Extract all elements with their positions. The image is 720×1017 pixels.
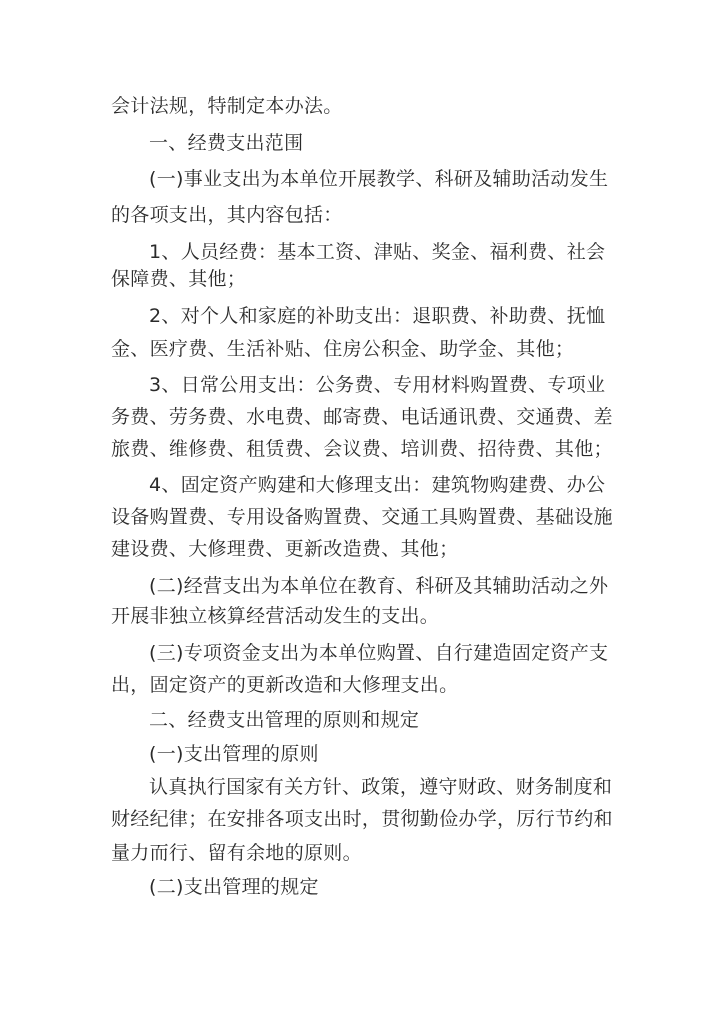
text-line: 开展非独立核算经营活动发生的支出。 [111, 605, 440, 627]
text-line: 会计法规，特制定本办法。 [111, 95, 343, 117]
text-line: 务费、劳务费、水电费、邮寄费、电话通讯费、交通费、差 [111, 406, 613, 428]
text-line: 金、医疗费、生活补贴、住房公积金、助学金、其他； [111, 338, 575, 360]
text-line: (一)事业支出为本单位开展教学、科研及辅助活动发生 [149, 168, 609, 190]
text-line: 建设费、大修理费、更新改造费、其他； [111, 538, 459, 560]
text-line: (二)经营支出为本单位在教育、科研及其辅助活动之外 [149, 575, 609, 597]
text-line: 量力而行、留有余地的原则。 [111, 842, 362, 864]
text-line: 认真执行国家有关方针、政策，遵守财政、财务制度和 [149, 776, 613, 798]
text-line: (三)专项资金支出为本单位购置、自行建造固定资产支 [149, 642, 609, 664]
text-line: 的各项支出，其内容包括： [111, 204, 343, 226]
text-line: 保障费、其他； [111, 268, 247, 290]
section-heading: 二、经费支出管理的原则和规定 [149, 709, 420, 731]
text-line: 旅费、维修费、租赁费、会议费、培训费、招待费、其他； [111, 438, 613, 460]
section-heading: 一、经费支出范围 [149, 132, 304, 154]
text-line: 设备购置费、专用设备购置费、交通工具购置费、基础设施 [111, 506, 613, 528]
text-line: 出，固定资产的更新改造和大修理支出。 [111, 674, 459, 696]
subsection-heading: (一)支出管理的原则 [149, 743, 319, 765]
subsection-heading: (二)支出管理的规定 [149, 876, 319, 898]
text-line: 2、对个人和家庭的补助支出：退职费、补助费、抚恤 [149, 305, 606, 327]
text-line: 1、人员经费：基本工资、津贴、奖金、福利费、社会 [149, 241, 606, 263]
text-line: 4、固定资产购建和大修理支出：建筑物购建费、办公 [149, 474, 606, 496]
text-line: 财经纪律；在安排各项支出时，贯彻勤俭办学，厉行节约和 [111, 808, 613, 830]
text-line: 3、日常公用支出：公务费、专用材料购置费、专项业 [149, 374, 606, 396]
